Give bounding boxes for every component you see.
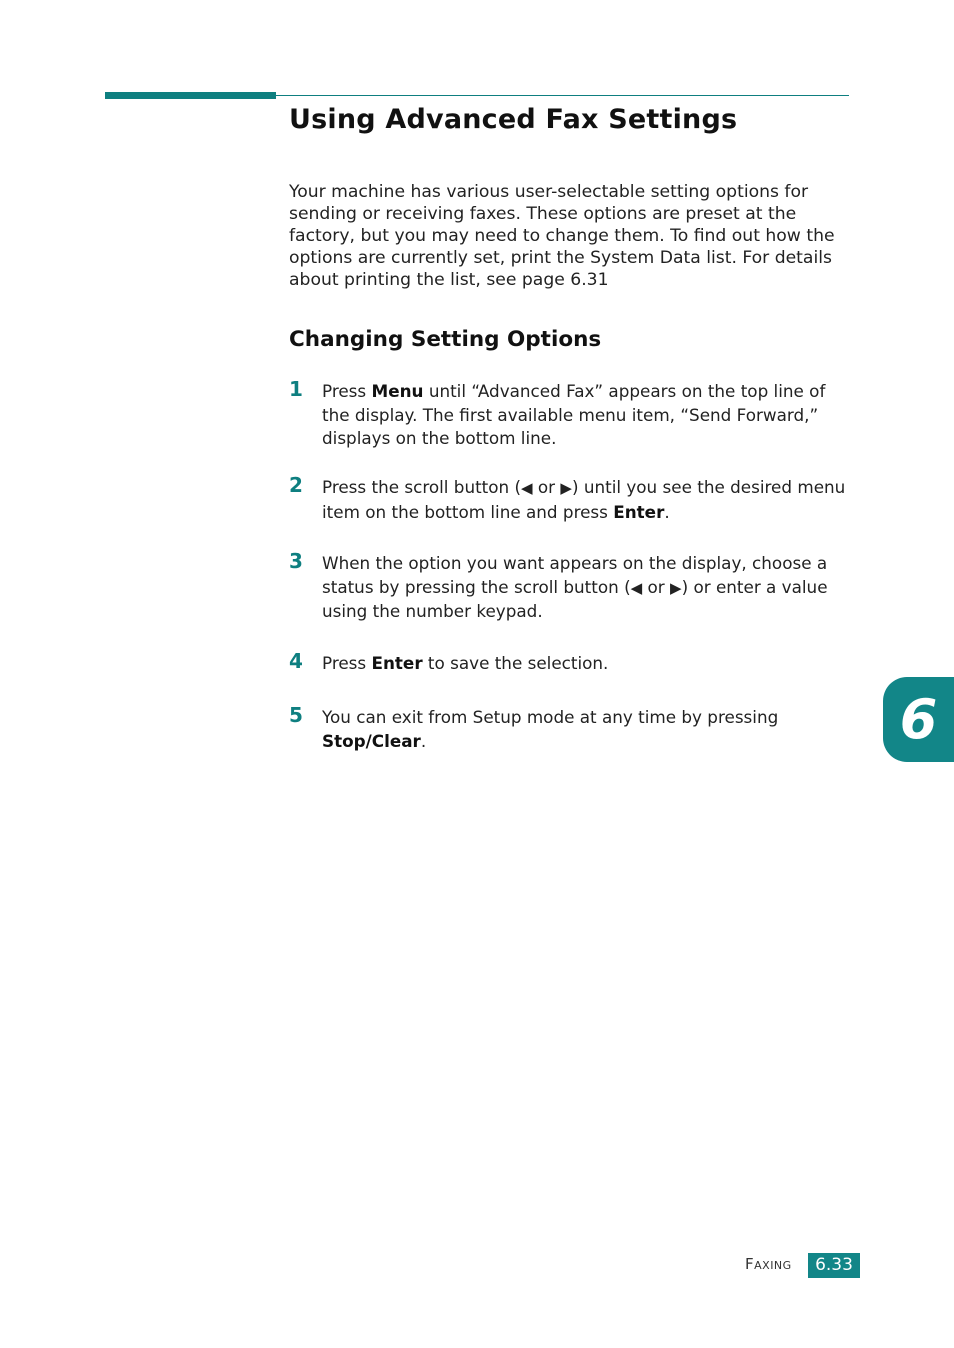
step-text: You can exit from Setup mode at any time by pressing Stop/Clear. xyxy=(322,707,779,751)
left-arrow-icon: ◀ xyxy=(521,479,533,497)
step-number: 5 xyxy=(289,703,303,727)
step-5 xyxy=(289,703,851,753)
step-text: When the option you want appears on the display, choose a status by pressing the scroll button (◀ or ▶) or enter a value using the number keypad. xyxy=(322,553,828,621)
chapter-number: 6 xyxy=(899,688,938,751)
header-rule-thick xyxy=(105,92,276,99)
step-text: Press Enter to save the selection. xyxy=(322,653,609,673)
page-number: 6.33 xyxy=(808,1253,860,1278)
step-number: 1 xyxy=(289,377,303,401)
right-arrow-icon: ▶ xyxy=(560,479,572,497)
right-arrow-icon: ▶ xyxy=(670,578,682,597)
chapter-tab xyxy=(883,677,954,762)
intro-paragraph: Your machine has various user-selectable setting options for sending or receiving faxes. These options are preset at the factory, but you may need to change them. To find out how the options are currently set, print the System Data list. For details about printing the list, see page 6.31 xyxy=(289,182,835,290)
section-heading: Changing Setting Options xyxy=(289,327,602,352)
step-number: 3 xyxy=(289,549,303,573)
left-arrow-icon: ◀ xyxy=(630,578,643,597)
footer-section-label: Faxing xyxy=(745,1255,792,1273)
stop-clear-key-label: Stop/Clear xyxy=(322,730,421,751)
step-text: Press Menu until “Advanced Fax” appears on the top line of the display. The first available menu item, “Send Forward,” displays on the bottom line. xyxy=(322,381,826,448)
step-2 xyxy=(289,473,851,524)
step-number: 2 xyxy=(289,473,303,497)
step-4 xyxy=(289,649,851,676)
step-text: Press the scroll button (◀ or ▶) until you see the desired menu item on the bottom line and press Enter. xyxy=(322,477,846,522)
step-3 xyxy=(289,549,851,624)
page-title: Using Advanced Fax Settings xyxy=(289,104,738,135)
step-1 xyxy=(289,377,851,451)
enter-key-label: Enter xyxy=(371,653,423,673)
step-number: 4 xyxy=(289,649,303,673)
enter-key-label: Enter xyxy=(613,501,665,522)
header-rule-thin xyxy=(276,95,849,96)
menu-key-label: Menu xyxy=(371,381,424,401)
